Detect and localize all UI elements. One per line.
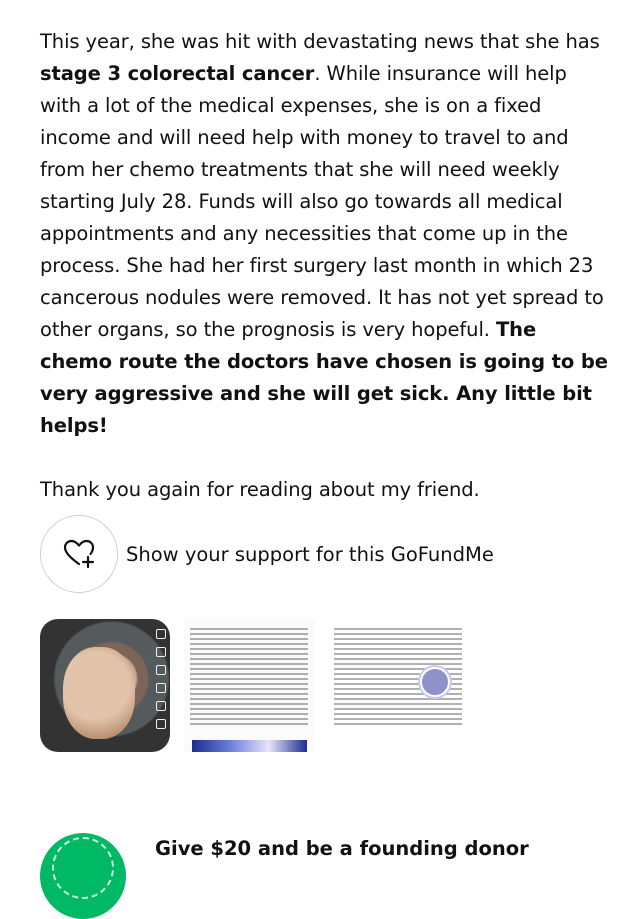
screenshot-image-strip (192, 740, 307, 752)
portrait-face (63, 647, 135, 739)
support-label[interactable]: Show your support for this GoFundMe (126, 542, 494, 566)
heart-plus-icon (61, 536, 97, 572)
story-bold-closing: The chemo route the doctors have chosen is going to be very aggressive and she will get sick. Any little bit helps! (40, 318, 608, 437)
photo-gallery (40, 619, 600, 752)
story-text (40, 26, 610, 506)
gallery-photo-portrait[interactable] (40, 619, 170, 752)
gallery-screenshot-text-1[interactable] (184, 619, 314, 752)
gallery-screenshot-text-2[interactable] (328, 619, 468, 752)
support-row[interactable] (40, 514, 494, 594)
screenshot-side-icons (156, 629, 166, 729)
support-button[interactable] (40, 515, 118, 593)
founding-donor-badge-icon (40, 833, 126, 919)
story-bold-diagnosis: stage 3 colorectal cancer (40, 62, 315, 85)
screenshot-sticker (420, 667, 450, 697)
founding-donor-prompt[interactable] (40, 825, 640, 865)
badge-ring (52, 837, 114, 899)
story-text-segment: . While insurance will help with a lot of the medical expenses, she is on a fixed income and will need help with money to travel to and from her chemo treatments that she will need weekly starting July 28. Funds will also go towards all medical appointments and any necessities that come up in the process. She had her first surgery last month in which 23 cancerous nodules were removed. It has not yet spread to other organs, so the prognosis is very hopeful. (40, 62, 604, 341)
founding-donor-label[interactable]: Give $20 and be a founding donor (155, 837, 529, 860)
story-thanks: Thank you again for reading about my friend. (40, 478, 480, 501)
story-paragraph (40, 26, 610, 442)
story-text-segment: This year, she was hit with devastating news that she has (40, 30, 600, 53)
